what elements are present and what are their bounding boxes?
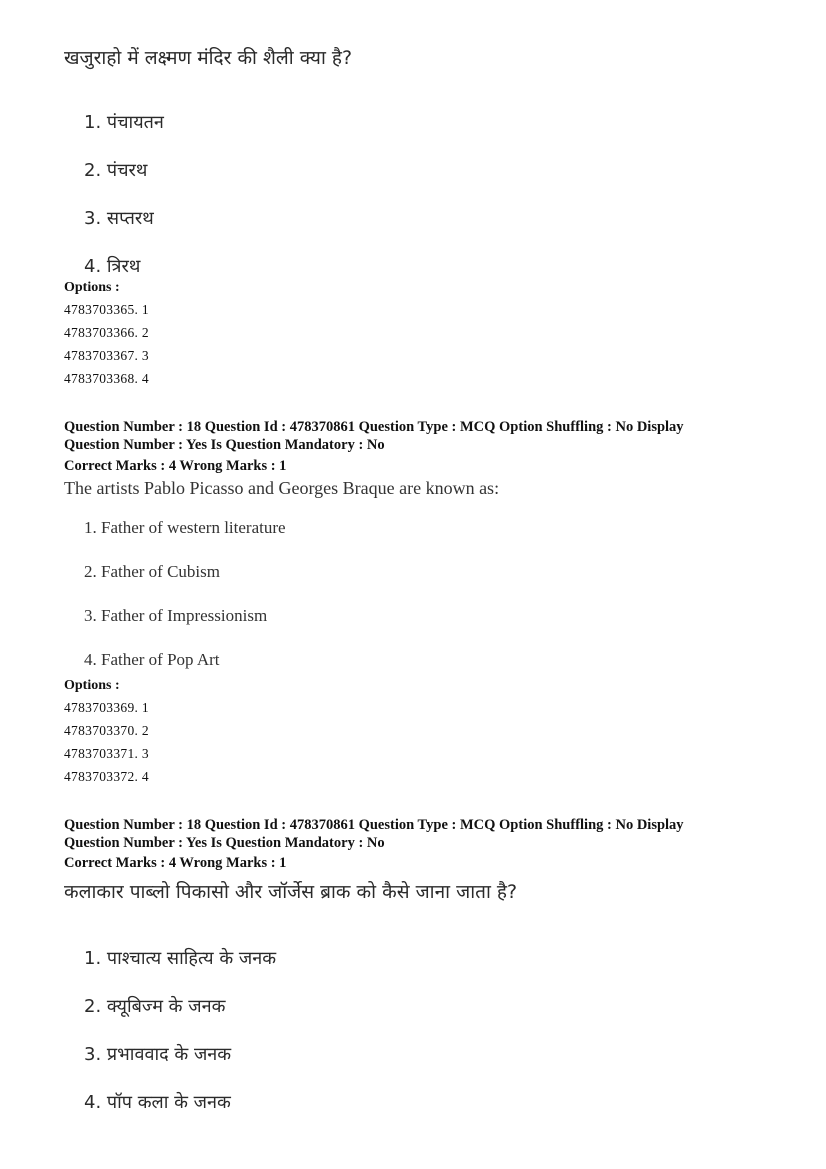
option-id-2: 4783703366. 2 xyxy=(64,325,149,340)
choice-2: 2. क्यूबिज्म के जनक xyxy=(84,996,226,1017)
choice-2: 2. पंचरथ xyxy=(84,160,148,181)
option-id-3: 4783703367. 3 xyxy=(64,348,149,363)
question-text: कलाकार पाब्लो पिकासो और जॉर्जेस ब्राक को कैसे जाना जाता है? xyxy=(64,881,518,903)
choice-3: 3. प्रभाववाद के जनक xyxy=(84,1044,232,1065)
choice-4: 4. Father of Pop Art xyxy=(84,650,220,669)
question-text: The artists Pablo Picasso and Georges Braque are known as: xyxy=(64,478,500,498)
question-meta-line: Question Number : Yes Is Question Mandatory : No xyxy=(64,437,385,453)
option-id-4: 4783703372. 4 xyxy=(64,769,149,784)
options-label: Options : xyxy=(64,280,120,295)
marks-line: Correct Marks : 4 Wrong Marks : 1 xyxy=(64,458,287,474)
options-label: Options : xyxy=(64,678,120,693)
option-id-1: 4783703365. 1 xyxy=(64,302,149,317)
question-meta-line: Question Number : Yes Is Question Mandatory : No xyxy=(64,835,385,851)
choice-3: 3. सप्तरथ xyxy=(84,208,154,229)
choice-1: 1. Father of western literature xyxy=(84,518,286,537)
choice-4: 4. त्रिरथ xyxy=(84,256,141,277)
choice-2: 2. Father of Cubism xyxy=(84,562,220,581)
question-meta-line: Question Number : 18 Question Id : 478370861 Question Type : MCQ Option Shuffling : No Display xyxy=(64,419,684,435)
marks-line: Correct Marks : 4 Wrong Marks : 1 xyxy=(64,855,287,871)
choice-4: 4. पॉप कला के जनक xyxy=(84,1092,231,1113)
choice-3: 3. Father of Impressionism xyxy=(84,606,268,625)
option-id-1: 4783703369. 1 xyxy=(64,700,149,715)
option-id-2: 4783703370. 2 xyxy=(64,723,149,738)
option-id-4: 4783703368. 4 xyxy=(64,371,149,386)
option-id-3: 4783703371. 3 xyxy=(64,746,149,761)
question-meta-line: Question Number : 18 Question Id : 478370861 Question Type : MCQ Option Shuffling : No Display xyxy=(64,817,684,833)
choice-1: 1. पाश्चात्य साहित्य के जनक xyxy=(84,948,277,969)
question-text: खजुराहो में लक्ष्मण मंदिर की शैली क्या है? xyxy=(64,47,353,69)
choice-1: 1. पंचायतन xyxy=(84,112,164,133)
